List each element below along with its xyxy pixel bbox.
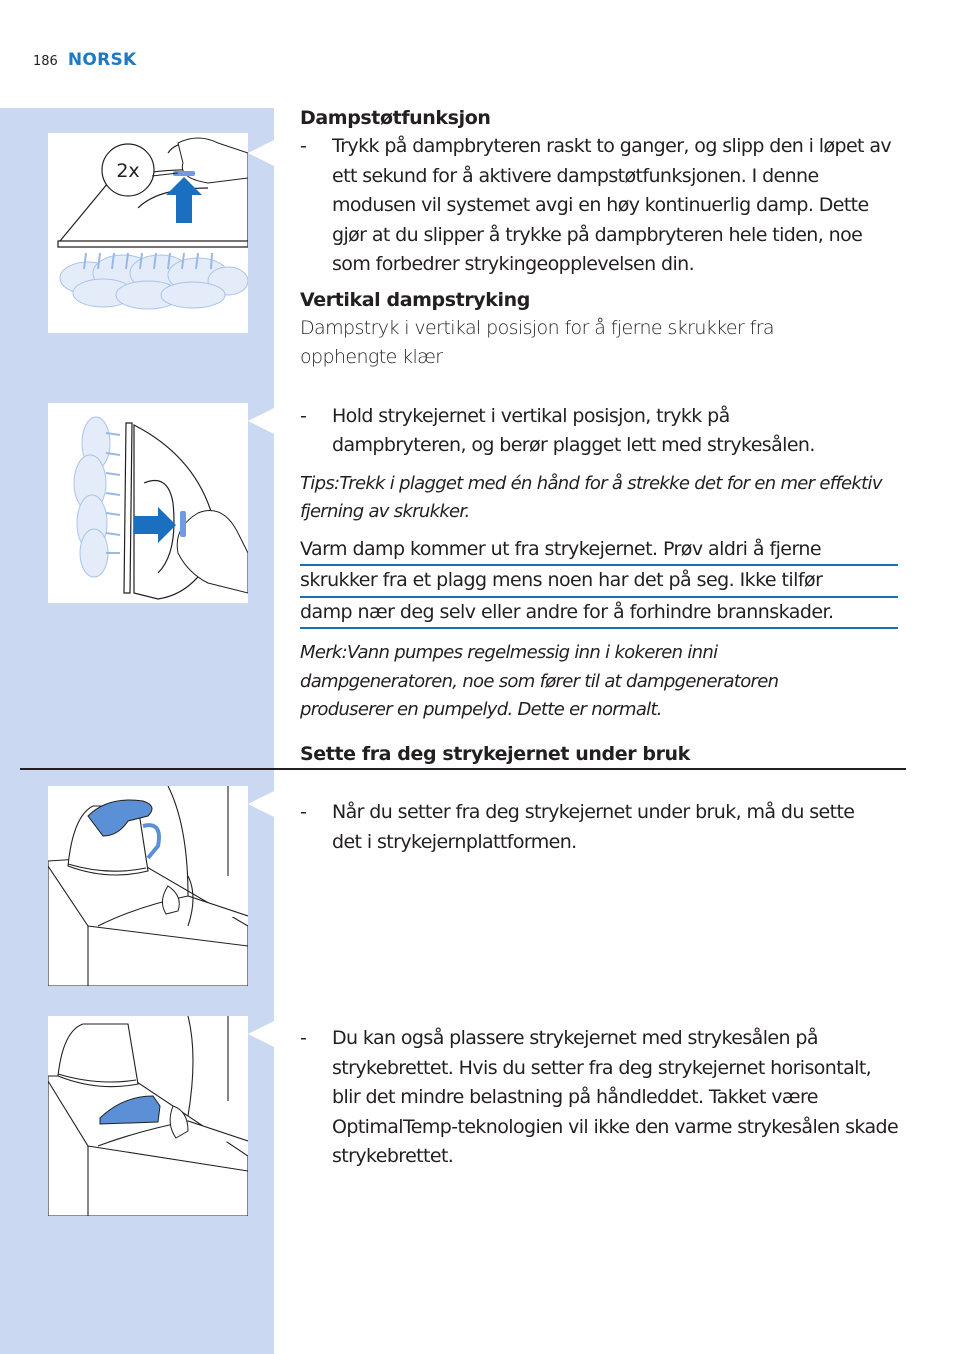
soleplate-drawing (48, 1016, 248, 1216)
section-language-title: NORSK (67, 50, 137, 70)
steam-boost-illustration (48, 133, 248, 333)
content-setting-down-2 (300, 1024, 900, 1172)
bullet-dash: - (300, 801, 307, 823)
bullet-text: Du kan også plassere strykejernet med strykesålen på strykebrettet. Hvis du setter fra deg strykejernet horisontalt, blir det mindre belastning på håndleddet. Takket være OptimalTemp-teknologien vil ikke den varme strykesålen skade strykebrettet. (332, 1027, 899, 1167)
bullet-text: Hold strykejernet i vertikal posisjon, trykk på dampbryteren, og berør plagget lett med strykesålen. (332, 404, 815, 456)
bullet-dash: - (300, 1027, 307, 1049)
heading-setting-down: Sette fra deg strykejernet under bruk (300, 743, 690, 765)
bullet-steam-boost (300, 132, 900, 280)
note-text: Merk:Vann pumpes regelmessig inn i kokeren inni dampgeneratoren, noe som fører til at dampgeneratoren produserer en pumpelyd. Dette er normalt. (300, 642, 779, 720)
vertical-steam-drawing (48, 403, 248, 603)
heading-vertical-steam: Vertikal dampstryking (300, 288, 530, 311)
steam-boost-drawing (48, 133, 248, 333)
vertical-steam-illustration (48, 403, 248, 603)
warning-line: skrukker fra et plagg mens noen har det på seg. Ikke tilfør (300, 566, 898, 598)
warning-line: damp nær deg selv eller andre for å forhindre brannskader. (300, 598, 898, 630)
content-heading-setting-down (300, 740, 900, 768)
warning-block (300, 535, 900, 630)
steam-cloud-icon (74, 417, 110, 577)
iron-on-platform-illustration (48, 786, 248, 986)
page-number: 186 (33, 54, 58, 69)
vertical-steam-intro: Dampstryk i vertikal posisjon for å fjerne skrukker fra opphengte klær (300, 316, 774, 368)
callout-pointer (248, 408, 274, 434)
bullet-dash: - (300, 404, 307, 427)
callout-pointer (248, 791, 274, 817)
section-divider (20, 768, 906, 770)
callout-pointer (248, 1021, 274, 1047)
bullet-text: Trykk på dampbryteren raskt to ganger, og slipp den i løpet av ett sekund for å aktivere dampstøtfunksjonen. I denne modusen vil systemet avgi en høy kontinuerlig damp. Dette gjør at du slipper å trykke på dampbryteren hele tiden, noe som forbedrer strykingeopplevelsen din. (332, 135, 892, 275)
bullet-setting-down-soleplate (300, 1024, 900, 1172)
warning-line: Varm damp kommer ut fra strykejernet. Prøv aldri å fjerne (300, 535, 898, 567)
bullet-vertical-steam (300, 402, 900, 461)
press-twice-label: 2x (116, 160, 140, 182)
heading-steam-boost: Dampstøtfunksjon (300, 107, 491, 129)
page-header (33, 50, 137, 72)
iron-on-soleplate-illustration (48, 1016, 248, 1216)
callout-pointer (248, 140, 274, 166)
bullet-setting-down-platform (300, 798, 900, 857)
bullet-text: Når du setter fra deg strykejernet under bruk, må du sette det i strykejernplattformen. (332, 801, 855, 853)
base-station-icon (58, 1024, 138, 1087)
tip-text: Tips:Trekk i plagget med én hånd for å strekke det for en mer effektiv fjerning av skrukker. (300, 472, 882, 522)
content-setting-down-1 (300, 798, 900, 857)
bullet-dash: - (300, 135, 307, 157)
content-column-top (300, 104, 900, 725)
platform-drawing (48, 786, 248, 986)
steam-trigger-icon (180, 511, 186, 537)
